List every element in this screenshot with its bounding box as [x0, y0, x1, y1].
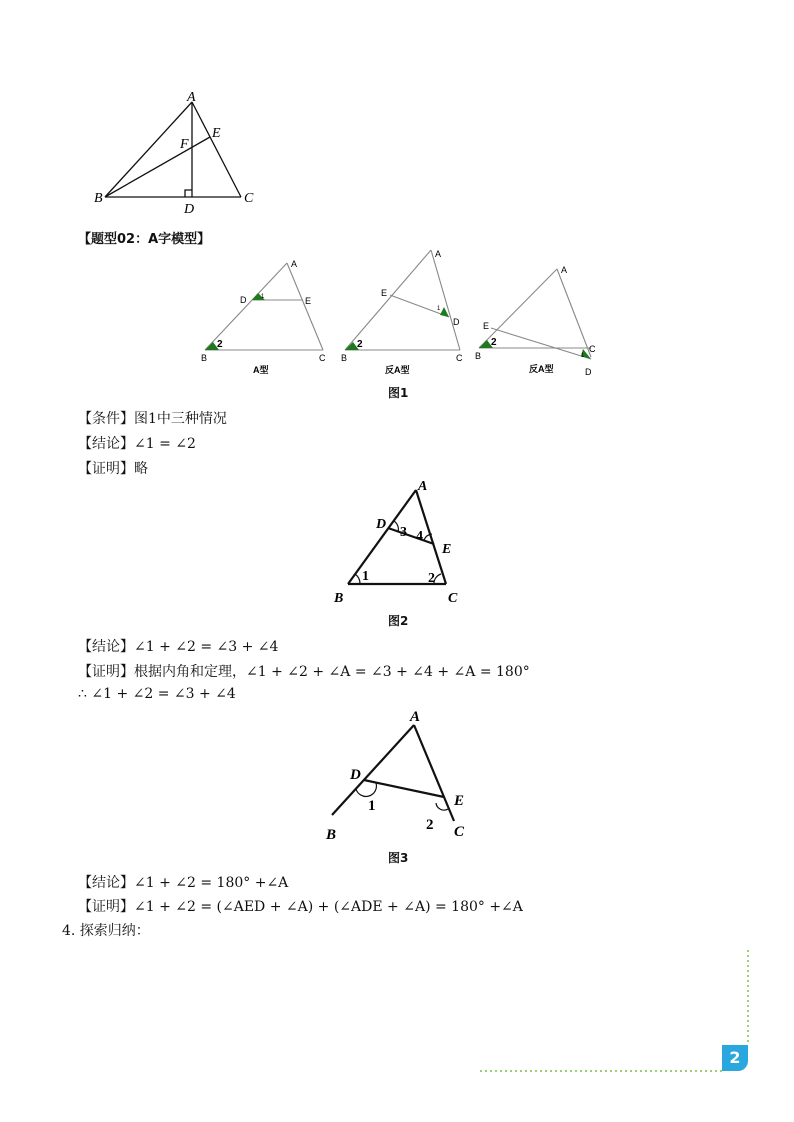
label-3: 3 [400, 525, 407, 540]
right-angle-mark [185, 190, 192, 197]
label-d: D [184, 202, 195, 217]
label-b: B [341, 353, 348, 363]
label-d: D [240, 295, 247, 305]
subfigure-label: 反A型 [385, 365, 410, 375]
figure1-sub3 [475, 265, 596, 377]
figure3 [320, 705, 480, 845]
proof-text-1: 【证明】略 [78, 461, 148, 477]
proof-text-2: 【证明】根据内角和定理，∠1 + ∠2 + ∠A = ∠3 + ∠4 + ∠A = 180° [78, 664, 530, 680]
figure1-sub1 [201, 259, 326, 375]
subfigure-label: 反A型 [529, 364, 554, 374]
label-a: A [418, 479, 428, 494]
figure1-caption: 图1 [388, 386, 409, 400]
figure3-caption: 图3 [388, 851, 409, 865]
conclusion-text-2: 【结论】∠1 + ∠2 = ∠3 + ∠4 [78, 639, 279, 655]
page-number-badge: 2 [722, 1045, 748, 1071]
label-e: E [381, 288, 388, 298]
label-2: 2 [217, 339, 223, 350]
label-f: F [180, 137, 189, 152]
segment-ac [192, 102, 241, 197]
page-corner-decoration [478, 948, 754, 1076]
label-2: 2 [426, 817, 434, 833]
label-b: B [201, 353, 208, 363]
label-e: E [212, 126, 221, 141]
label-c: C [448, 591, 458, 606]
section4-heading: 4. 探索归纳： [62, 923, 150, 939]
label-b: B [334, 591, 344, 606]
label-c: C [456, 353, 463, 363]
label-e: E [454, 793, 465, 809]
label-e: E [483, 321, 490, 331]
label-2: 2 [428, 571, 435, 586]
label-a: A [291, 259, 298, 269]
label-a: A [410, 709, 421, 725]
label-1: 1 [581, 353, 585, 359]
label-a: A [561, 265, 568, 275]
label-d: D [453, 317, 460, 327]
segment-be [105, 137, 210, 197]
label-b: B [326, 827, 337, 843]
label-2: 2 [491, 337, 497, 348]
figure1-sub2 [341, 249, 463, 375]
label-c: C [589, 344, 596, 354]
conclusion-text-1: 【结论】∠1 = ∠2 [78, 436, 196, 452]
segment-ab [105, 102, 192, 197]
condition-text: 【条件】图1中三种情况 [78, 411, 227, 427]
label-e: E [442, 542, 452, 557]
label-b: B [475, 351, 482, 361]
conclusion-text-3: 【结论】∠1 + ∠2 = 180° +∠A [78, 875, 289, 891]
label-d: D [585, 367, 592, 377]
label-e: E [305, 296, 312, 306]
label-d: D [376, 517, 387, 532]
label-c: C [319, 353, 326, 363]
label-a: A [187, 90, 196, 105]
label-d: D [350, 767, 361, 783]
subfigure-label: A型 [253, 365, 269, 375]
label-2: 2 [357, 339, 363, 350]
angle2-arc [434, 574, 441, 584]
figure1 [195, 249, 615, 380]
angle1-arc [355, 574, 360, 584]
label-1: 1 [362, 569, 369, 584]
label-1: 1 [437, 306, 441, 312]
proof-text-3: 【证明】∠1 + ∠2 = (∠AED + ∠A) + (∠ADE + ∠A) = 180° +∠A [78, 899, 523, 915]
figure-top-triangle [88, 90, 268, 218]
therefore-text-2: ∴ ∠1 + ∠2 = ∠3 + ∠4 [78, 686, 236, 702]
label-1: 1 [368, 798, 376, 814]
section-heading: 【题型02：A字模型】 [78, 232, 211, 247]
label-4: 4 [416, 529, 423, 544]
label-c: C [244, 191, 254, 206]
figure2 [328, 478, 478, 608]
label-a: A [435, 249, 442, 259]
label-c: C [454, 824, 465, 840]
label-b: B [94, 191, 103, 206]
figure2-caption: 图2 [388, 614, 409, 628]
label-1: 1 [261, 294, 265, 300]
